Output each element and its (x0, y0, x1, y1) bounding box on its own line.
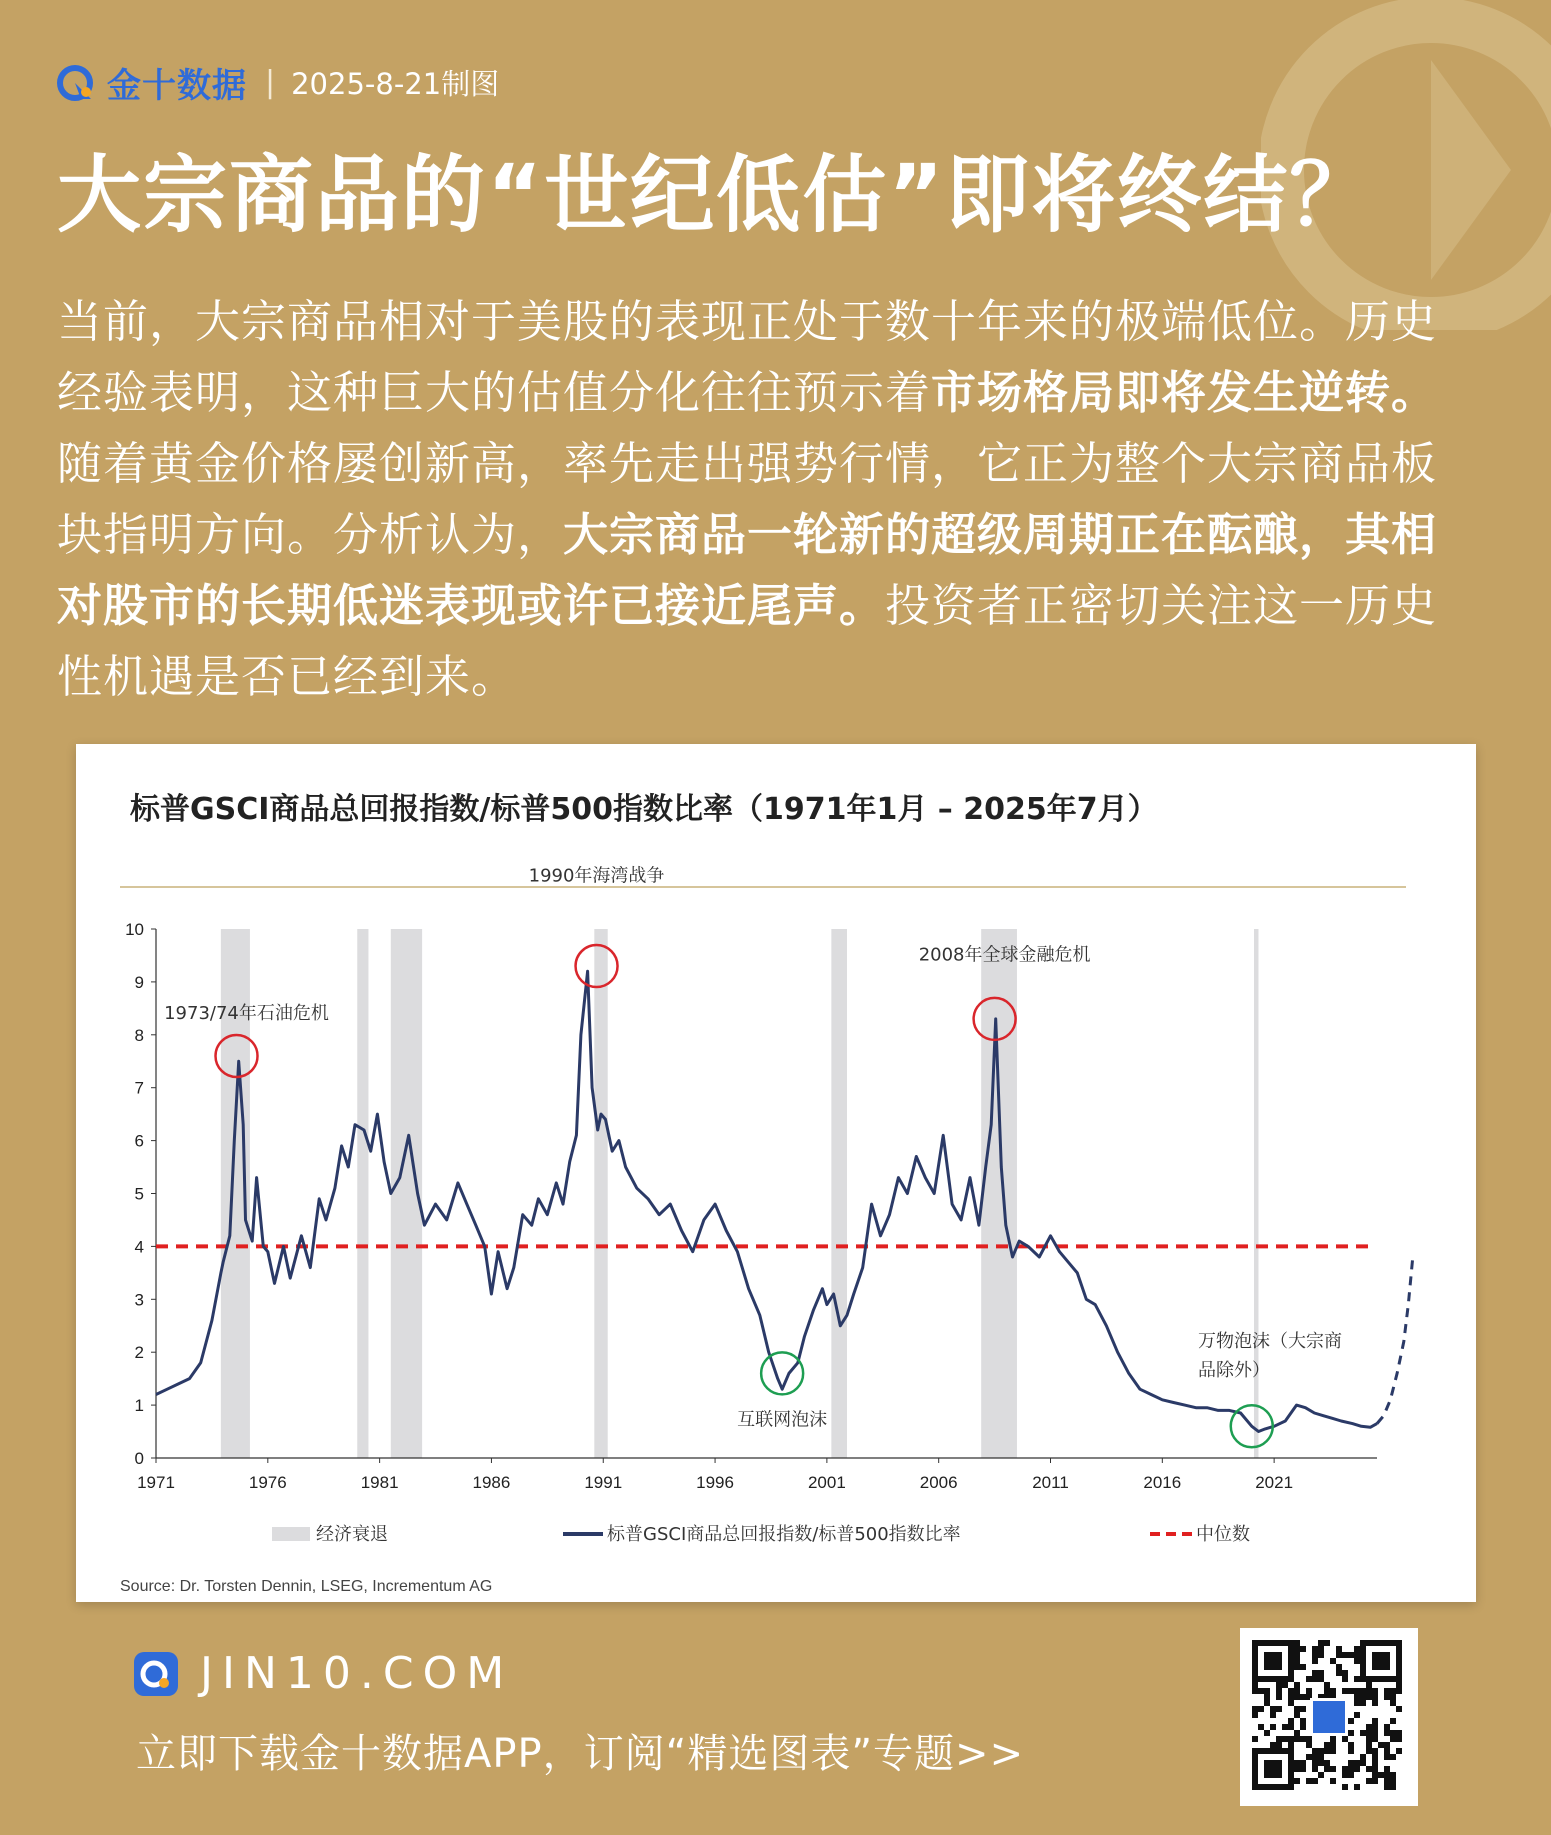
qr-module (1342, 1736, 1348, 1742)
qr-finder (1372, 1652, 1390, 1670)
y-tick-label: 4 (134, 1237, 144, 1257)
qr-module (1288, 1742, 1294, 1748)
qr-module (1384, 1778, 1390, 1784)
qr-module (1294, 1778, 1300, 1784)
qr-module (1372, 1766, 1378, 1772)
intro-segment-bold: 市场格局即将发生逆转。 (931, 366, 1438, 419)
y-tick-label: 7 (134, 1078, 144, 1098)
qr-module (1372, 1760, 1378, 1766)
qr-module (1366, 1730, 1372, 1736)
qr-module (1300, 1646, 1306, 1652)
qr-module (1336, 1664, 1342, 1670)
qr-module (1360, 1700, 1366, 1706)
series-line-projection (1377, 1257, 1413, 1424)
qr-module (1282, 1682, 1288, 1688)
x-tick-label: 1991 (584, 1473, 623, 1492)
qr-module (1396, 1682, 1402, 1688)
qr-module (1300, 1766, 1306, 1772)
qr-module (1366, 1766, 1372, 1772)
qr-module (1330, 1688, 1336, 1694)
qr-module (1288, 1694, 1294, 1700)
qr-module (1270, 1712, 1276, 1718)
qr-module (1276, 1694, 1282, 1700)
qr-module (1390, 1754, 1396, 1760)
y-tick-label: 5 (134, 1184, 144, 1204)
chart-plot (76, 744, 1476, 1602)
qr-module (1318, 1772, 1324, 1778)
annotation-label: 1990年海湾战争 (528, 865, 665, 887)
qr-module (1390, 1700, 1396, 1706)
qr-code[interactable] (1240, 1628, 1418, 1806)
qr-module (1294, 1694, 1300, 1700)
qr-module (1348, 1766, 1354, 1772)
qr-module (1360, 1694, 1366, 1700)
qr-module (1258, 1706, 1264, 1712)
qr-module (1318, 1748, 1324, 1754)
qr-module (1306, 1688, 1312, 1694)
qr-module (1360, 1688, 1366, 1694)
qr-module (1330, 1748, 1336, 1754)
legend-label-recession: 经济衰退 (316, 1524, 388, 1545)
qr-module (1252, 1712, 1258, 1718)
qr-module (1330, 1766, 1336, 1772)
qr-module (1354, 1688, 1360, 1694)
publish-date: 2025-8-21制图 (291, 67, 500, 101)
qr-module (1294, 1652, 1300, 1658)
qr-module (1348, 1688, 1354, 1694)
qr-module (1372, 1748, 1378, 1754)
qr-module (1324, 1760, 1330, 1766)
annotation-label: 2008年全球金融危机 (918, 944, 1091, 966)
qr-module (1348, 1772, 1354, 1778)
qr-module (1330, 1742, 1336, 1748)
qr-module (1312, 1766, 1318, 1772)
qr-module (1294, 1658, 1300, 1664)
qr-module (1354, 1700, 1360, 1706)
qr-module (1372, 1736, 1378, 1742)
qr-module (1342, 1784, 1348, 1790)
legend-swatch-recession (272, 1527, 310, 1541)
qr-module (1354, 1694, 1360, 1700)
qr-module (1348, 1742, 1354, 1748)
qr-module (1390, 1718, 1396, 1724)
qr-module (1384, 1688, 1390, 1694)
qr-module (1342, 1772, 1348, 1778)
qr-module (1372, 1724, 1378, 1730)
qr-module (1312, 1646, 1318, 1652)
qr-module (1258, 1724, 1264, 1730)
chart-card (76, 744, 1476, 1602)
divider: | (265, 65, 276, 100)
brand-header (55, 58, 499, 107)
annotation-label: 万物泡沫（大宗商 (1198, 1331, 1342, 1352)
qr-module (1294, 1646, 1300, 1652)
footer-brand (134, 1648, 513, 1699)
qr-module (1312, 1760, 1318, 1766)
qr-module (1372, 1700, 1378, 1706)
qr-module (1264, 1700, 1270, 1706)
qr-module (1312, 1652, 1318, 1658)
y-tick-label: 6 (134, 1131, 144, 1151)
x-tick-label: 2011 (1032, 1473, 1069, 1492)
qr-module (1342, 1652, 1348, 1658)
qr-module (1390, 1772, 1396, 1778)
qr-module (1318, 1760, 1324, 1766)
qr-module (1354, 1712, 1360, 1718)
qr-module (1384, 1766, 1390, 1772)
website-url[interactable]: JIN10.COM (200, 1648, 514, 1699)
jin10-logo-icon (134, 1652, 178, 1696)
y-tick-label: 2 (134, 1343, 144, 1363)
chart-source: Source: Dr. Torsten Dennin, LSEG, Incrementum AG (120, 1578, 493, 1595)
qr-module (1294, 1760, 1300, 1766)
qr-module (1348, 1730, 1354, 1736)
qr-module (1366, 1694, 1372, 1700)
y-tick-label: 0 (134, 1449, 144, 1468)
qr-module (1312, 1670, 1318, 1676)
x-tick-label: 2006 (919, 1473, 958, 1492)
qr-module (1384, 1784, 1390, 1790)
annotation-label: 互联网泡沫 (737, 1409, 828, 1431)
recession-band (594, 929, 607, 1458)
x-tick-label: 1976 (248, 1473, 287, 1492)
qr-module (1318, 1640, 1324, 1646)
qr-module (1354, 1784, 1360, 1790)
qr-module (1264, 1694, 1270, 1700)
qr-module (1384, 1754, 1390, 1760)
qr-module (1390, 1694, 1396, 1700)
qr-module (1324, 1742, 1330, 1748)
qr-module (1354, 1676, 1360, 1682)
qr-module (1354, 1766, 1360, 1772)
x-tick-label: 2016 (1143, 1473, 1182, 1492)
qr-module (1366, 1736, 1372, 1742)
qr-module (1330, 1778, 1336, 1784)
annotation-label: 1973/74年石油危机 (164, 1002, 329, 1024)
qr-module (1372, 1718, 1378, 1724)
qr-module (1372, 1772, 1378, 1778)
download-cta[interactable]: 立即下载金十数据APP，订阅“精选图表”专题>> (136, 1731, 1025, 1777)
qr-module (1360, 1754, 1366, 1760)
qr-finder (1264, 1760, 1282, 1778)
y-tick-label: 9 (134, 972, 144, 992)
y-tick-label: 10 (125, 920, 144, 939)
qr-module (1300, 1760, 1306, 1766)
qr-module (1264, 1730, 1270, 1736)
qr-module (1354, 1658, 1360, 1664)
chart-title: 标普GSCI商品总回报指数/标普500指数比率（1971年1月 – 2025年7月） (130, 792, 1158, 827)
qr-module (1372, 1688, 1378, 1694)
qr-module (1294, 1736, 1300, 1742)
qr-module (1324, 1640, 1330, 1646)
qr-module (1384, 1772, 1390, 1778)
qr-module (1294, 1682, 1300, 1688)
qr-module (1264, 1688, 1270, 1694)
recession-band (357, 929, 368, 1458)
qr-module (1276, 1688, 1282, 1694)
qr-finder (1264, 1652, 1282, 1670)
annotation-label: 品除外） (1198, 1360, 1270, 1381)
qr-module (1294, 1766, 1300, 1772)
qr-module (1294, 1640, 1300, 1646)
intro-segment: 投资者正密切关注这一历史性机遇是否已经到来。 (57, 579, 1438, 703)
qr-module (1366, 1688, 1372, 1694)
qr-module (1366, 1778, 1372, 1784)
qr-module (1396, 1730, 1402, 1736)
qr-module (1366, 1724, 1372, 1730)
qr-module (1384, 1694, 1390, 1700)
qr-module (1360, 1760, 1366, 1766)
y-tick-label: 1 (134, 1396, 144, 1416)
qr-module (1318, 1754, 1324, 1760)
qr-module (1258, 1688, 1264, 1694)
qr-module (1384, 1742, 1390, 1748)
qr-module (1318, 1646, 1324, 1652)
qr-module (1372, 1778, 1378, 1784)
qr-module (1276, 1736, 1282, 1742)
legend-label-median: 中位数 (1196, 1524, 1250, 1545)
qr-module (1390, 1784, 1396, 1790)
qr-module (1306, 1736, 1312, 1742)
qr-module (1348, 1652, 1354, 1658)
intro-segment: 随着黄金价格屡创新高，率先走出强势行情，它正为整个大宗商品板块指明方向。分析认为， (57, 437, 1438, 561)
qr-module (1390, 1736, 1396, 1742)
qr-center-logo-icon (1313, 1701, 1345, 1733)
qr-module (1378, 1772, 1384, 1778)
x-tick-label: 1971 (137, 1473, 175, 1492)
qr-module (1336, 1652, 1342, 1658)
legend-label-series: 标普GSCI商品总回报指数/标普500指数比率 (607, 1524, 961, 1545)
qr-module (1252, 1682, 1258, 1688)
qr-module (1372, 1694, 1378, 1700)
intro-paragraph (57, 286, 1457, 712)
qr-module (1366, 1682, 1372, 1688)
qr-module (1312, 1778, 1318, 1784)
qr-module (1354, 1652, 1360, 1658)
qr-module (1396, 1688, 1402, 1694)
qr-module (1354, 1760, 1360, 1766)
qr-module (1384, 1730, 1390, 1736)
qr-module (1294, 1664, 1300, 1670)
qr-module (1312, 1676, 1318, 1682)
qr-module (1372, 1730, 1378, 1736)
qr-module (1360, 1730, 1366, 1736)
x-tick-label: 1981 (360, 1473, 399, 1492)
qr-module (1384, 1724, 1390, 1730)
headline: 大宗商品的“世纪低估”即将终结？ (57, 146, 1376, 244)
qr-module (1348, 1760, 1354, 1766)
qr-module (1282, 1724, 1288, 1730)
x-tick-label: 2021 (1255, 1473, 1294, 1492)
jin10-logo-icon (55, 61, 99, 105)
qr-module (1282, 1736, 1288, 1742)
intro-segment: 当前，大宗商品相对于美股的表现正处于数十年来的极端低位。历史经验表明，这种巨大的估值分化往往预示着 (57, 295, 1438, 419)
qr-module (1342, 1670, 1348, 1676)
qr-module (1384, 1748, 1390, 1754)
series-line-ratio (156, 971, 1377, 1431)
intro-segment-bold: 大宗商品一轮新的超级周期正在酝酿，其相对股市的长期低迷表现或许已接近尾声。 (57, 508, 1438, 632)
qr-module (1300, 1694, 1306, 1700)
qr-module (1306, 1742, 1312, 1748)
qr-module (1348, 1718, 1354, 1724)
qr-module (1300, 1664, 1306, 1670)
qr-module (1288, 1700, 1294, 1706)
qr-module (1276, 1742, 1282, 1748)
qr-module (1312, 1754, 1318, 1760)
qr-module (1294, 1688, 1300, 1694)
qr-module (1330, 1736, 1336, 1742)
qr-module (1276, 1682, 1282, 1688)
qr-module (1276, 1706, 1282, 1712)
qr-module (1318, 1652, 1324, 1658)
brand-name: 金十数据 (107, 66, 247, 106)
y-tick-label: 3 (134, 1290, 144, 1310)
qr-module (1288, 1688, 1294, 1694)
qr-module (1378, 1742, 1384, 1748)
qr-module (1300, 1706, 1306, 1712)
qr-module (1294, 1706, 1300, 1712)
qr-module (1294, 1730, 1300, 1736)
qr-module (1372, 1754, 1378, 1760)
qr-module (1390, 1688, 1396, 1694)
qr-module (1294, 1712, 1300, 1718)
qr-module (1366, 1748, 1372, 1754)
qr-module (1342, 1688, 1348, 1694)
qr-module (1300, 1736, 1306, 1742)
y-tick-label: 8 (134, 1025, 144, 1045)
qr-module (1348, 1748, 1354, 1754)
qr-module (1312, 1748, 1318, 1754)
qr-module (1270, 1724, 1276, 1730)
qr-module (1306, 1778, 1312, 1784)
qr-module (1312, 1658, 1318, 1664)
qr-module (1390, 1730, 1396, 1736)
qr-module (1324, 1748, 1330, 1754)
qr-module (1366, 1742, 1372, 1748)
qr-module (1330, 1658, 1336, 1664)
qr-module (1270, 1706, 1276, 1712)
x-tick-label: 2001 (807, 1473, 846, 1492)
qr-module (1336, 1646, 1342, 1652)
qr-module (1270, 1742, 1276, 1748)
qr-module (1342, 1766, 1348, 1772)
qr-module (1318, 1670, 1324, 1676)
qr-module (1324, 1688, 1330, 1694)
qr-module (1342, 1676, 1348, 1682)
qr-module (1252, 1736, 1258, 1742)
recession-band (831, 929, 847, 1458)
qr-module (1252, 1688, 1258, 1694)
qr-module (1354, 1646, 1360, 1652)
qr-module (1396, 1706, 1402, 1712)
x-tick-label: 1996 (696, 1473, 734, 1492)
qr-module (1306, 1754, 1312, 1760)
qr-module (1300, 1724, 1306, 1730)
qr-module (1324, 1682, 1330, 1688)
qr-module (1336, 1670, 1342, 1676)
qr-module (1288, 1724, 1294, 1730)
qr-module (1396, 1748, 1402, 1754)
qr-module (1288, 1736, 1294, 1742)
qr-module (1390, 1778, 1396, 1784)
qr-module (1306, 1676, 1312, 1682)
qr-module (1252, 1706, 1258, 1712)
qr-module (1288, 1718, 1294, 1724)
qr-module (1300, 1718, 1306, 1724)
qr-module (1396, 1736, 1402, 1742)
qr-module (1324, 1766, 1330, 1772)
qr-module (1318, 1676, 1324, 1682)
x-tick-label: 1986 (472, 1473, 511, 1492)
